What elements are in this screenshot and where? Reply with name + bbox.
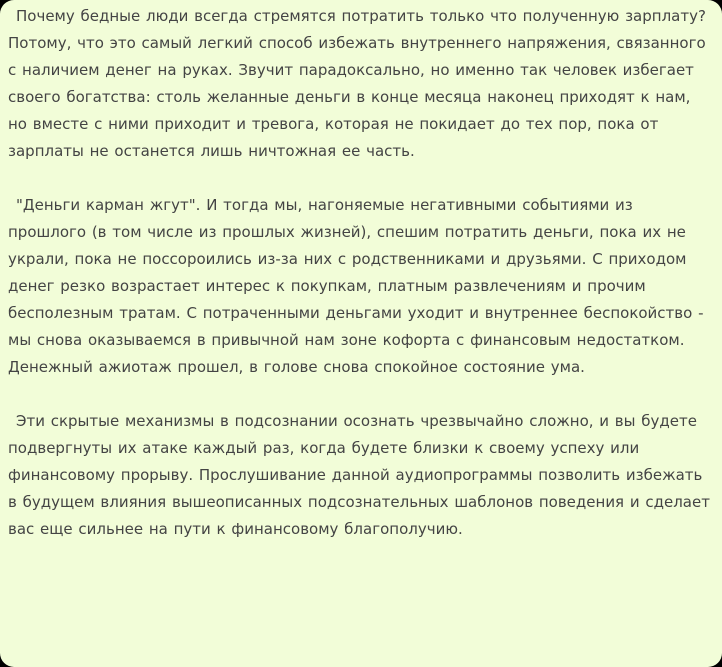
paragraph-audio-program: Эти скрытые механизмы в подсознании осознать чрезвычайно сложно, и вы будете подвергнуты их атаке каждый раз, когда будете близки к своему успеху или финансовому прорыву. Прослушивание данной аудиопрограммы позволить избежать в будущем влияния вышеописанных подсознательных шаблонов поведения и сделает вас еще сильнее на пути к финансовому благополучию. bbox=[8, 412, 710, 538]
paragraph-intro: Почему бедные люди всегда стремятся потратить только что полученную зарплату? Потому, что это самый легкий способ избежать внутреннего напряжения, связанного с наличием денег на руках. Звучит парадоксально, но именно так человек избегает своего богатства: столь желанные деньги в конце месяца наконец приходят к нам, но вместе с ними приходит и тревога, которая не покидает до тех пор, пока от зарплаты не останется лишь ничтожная ее часть. bbox=[8, 7, 706, 160]
paragraph-money-burn: "Деньги карман жгут". И тогда мы, нагоняемые негативными событиями из прошлого (в том числе из прошлых жизней), спешим потратить деньги, пока их не украли, пока не поссороились из-за них с родственниками и друзьями. С приходом денег резко возрастает интерес к покупкам, платным развлечениям и прочим бесполезным тратам. С потраченными деньгами уходит и внутреннее беспокойство - мы снова оказываемся в привычной нам зоне кофорта с финансовым недостатком. Денежный ажиотаж прошел, в голове снова спокойное состояние ума. bbox=[8, 196, 704, 376]
